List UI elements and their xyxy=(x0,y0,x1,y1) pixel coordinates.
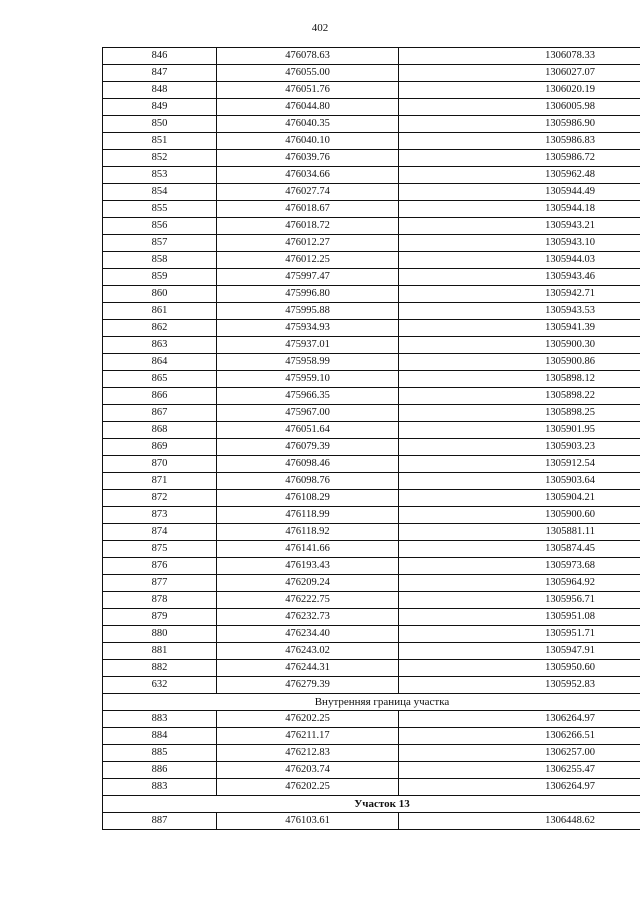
point-number: 873 xyxy=(103,507,217,524)
table-row xyxy=(103,422,640,439)
table-row xyxy=(103,320,640,337)
coordinate-y: 1305898.22 xyxy=(399,388,640,405)
point-number: 632 xyxy=(103,677,217,694)
coordinate-x: 476040.35 xyxy=(217,116,399,133)
point-number: 865 xyxy=(103,371,217,388)
table-row xyxy=(103,116,640,133)
point-number: 884 xyxy=(103,728,217,745)
table-row xyxy=(103,745,640,762)
point-number: 882 xyxy=(103,660,217,677)
coordinate-y: 1305947.91 xyxy=(399,643,640,660)
coordinate-x: 475997.47 xyxy=(217,269,399,286)
table-row xyxy=(103,609,640,626)
table-row xyxy=(103,473,640,490)
coordinate-y: 1305943.53 xyxy=(399,303,640,320)
coordinate-y: 1305964.92 xyxy=(399,575,640,592)
table-row xyxy=(103,728,640,745)
point-number: 849 xyxy=(103,99,217,116)
coordinate-x: 476202.25 xyxy=(217,711,399,728)
coordinate-x: 475996.80 xyxy=(217,286,399,303)
coordinate-x: 476078.63 xyxy=(217,48,399,65)
point-number: 883 xyxy=(103,779,217,796)
coordinate-x: 476098.46 xyxy=(217,456,399,473)
coordinate-x: 476118.99 xyxy=(217,507,399,524)
table-row xyxy=(103,48,640,65)
coordinate-x: 476212.83 xyxy=(217,745,399,762)
point-number: 850 xyxy=(103,116,217,133)
point-number: 876 xyxy=(103,558,217,575)
table-row xyxy=(103,218,640,235)
point-number: 875 xyxy=(103,541,217,558)
coordinate-x: 476222.75 xyxy=(217,592,399,609)
coordinate-y: 1305973.68 xyxy=(399,558,640,575)
table-row xyxy=(103,524,640,541)
table-row xyxy=(103,779,640,796)
coordinate-y: 1306266.51 xyxy=(399,728,640,745)
point-number: 861 xyxy=(103,303,217,320)
coordinate-y: 1305881.11 xyxy=(399,524,640,541)
table-row xyxy=(103,490,640,507)
coordinate-y: 1305900.30 xyxy=(399,337,640,354)
point-number: 878 xyxy=(103,592,217,609)
table-row xyxy=(103,133,640,150)
table-row xyxy=(103,252,640,269)
point-number: 846 xyxy=(103,48,217,65)
coordinate-y: 1306078.33 xyxy=(399,48,640,65)
point-number: 848 xyxy=(103,82,217,99)
point-number: 883 xyxy=(103,711,217,728)
coordinate-y: 1306448.62 xyxy=(399,813,640,830)
point-number: 860 xyxy=(103,286,217,303)
point-number: 856 xyxy=(103,218,217,235)
coordinate-x: 475966.35 xyxy=(217,388,399,405)
coordinate-y: 1305903.23 xyxy=(399,439,640,456)
coordinate-x: 476244.31 xyxy=(217,660,399,677)
table-row xyxy=(103,711,640,728)
coordinate-y: 1306257.00 xyxy=(399,745,640,762)
coordinate-y: 1306264.97 xyxy=(399,779,640,796)
coordinate-x: 475967.00 xyxy=(217,405,399,422)
coordinate-x: 476034.66 xyxy=(217,167,399,184)
coordinate-y: 1305900.60 xyxy=(399,507,640,524)
table-row xyxy=(103,167,640,184)
coordinate-x: 476012.25 xyxy=(217,252,399,269)
table-row xyxy=(103,813,640,830)
coordinate-y: 1305898.12 xyxy=(399,371,640,388)
coordinate-y: 1305951.08 xyxy=(399,609,640,626)
coordinate-y: 1305942.71 xyxy=(399,286,640,303)
coordinate-x: 475995.88 xyxy=(217,303,399,320)
table-row xyxy=(103,303,640,320)
coordinate-x: 476040.10 xyxy=(217,133,399,150)
page-number: 402 xyxy=(311,22,329,34)
coordinate-x: 476027.74 xyxy=(217,184,399,201)
table-row xyxy=(103,99,640,116)
section-inner-boundary xyxy=(103,694,640,711)
point-number: 879 xyxy=(103,609,217,626)
table-row xyxy=(103,65,640,82)
coordinate-x: 476203.74 xyxy=(217,762,399,779)
point-number: 872 xyxy=(103,490,217,507)
coordinate-x: 475934.93 xyxy=(217,320,399,337)
coordinate-x: 475958.99 xyxy=(217,354,399,371)
coordinate-y: 1305898.25 xyxy=(399,405,640,422)
coordinate-x: 476098.76 xyxy=(217,473,399,490)
coordinate-x: 476108.29 xyxy=(217,490,399,507)
point-number: 868 xyxy=(103,422,217,439)
coordinate-x: 476079.39 xyxy=(217,439,399,456)
coordinate-y: 1306264.97 xyxy=(399,711,640,728)
coordinate-x: 475937.01 xyxy=(217,337,399,354)
coordinate-x: 476232.73 xyxy=(217,609,399,626)
coordinate-x: 476018.67 xyxy=(217,201,399,218)
coordinate-y: 1305944.49 xyxy=(399,184,640,201)
table-row xyxy=(103,82,640,99)
coordinate-x: 476141.66 xyxy=(217,541,399,558)
point-number: 867 xyxy=(103,405,217,422)
point-number: 870 xyxy=(103,456,217,473)
table-row xyxy=(103,762,640,779)
section-title-plot: Участок 13 xyxy=(103,796,640,813)
table-row xyxy=(103,541,640,558)
coordinate-y: 1305951.71 xyxy=(399,626,640,643)
coordinate-x: 476039.76 xyxy=(217,150,399,167)
table-row xyxy=(103,558,640,575)
coordinate-x: 476051.76 xyxy=(217,82,399,99)
coordinate-y: 1305912.54 xyxy=(399,456,640,473)
table-row xyxy=(103,575,640,592)
point-number: 858 xyxy=(103,252,217,269)
table-row xyxy=(103,184,640,201)
point-number: 864 xyxy=(103,354,217,371)
point-number: 857 xyxy=(103,235,217,252)
coordinate-x: 476012.27 xyxy=(217,235,399,252)
table-row xyxy=(103,201,640,218)
table-row xyxy=(103,337,640,354)
table-row xyxy=(103,439,640,456)
coordinate-x: 476202.25 xyxy=(217,779,399,796)
coordinate-y: 1306020.19 xyxy=(399,82,640,99)
coordinate-x: 476051.64 xyxy=(217,422,399,439)
coordinate-x: 476209.24 xyxy=(217,575,399,592)
coordinate-y: 1305943.46 xyxy=(399,269,640,286)
coordinate-x: 476103.61 xyxy=(217,813,399,830)
coordinate-y: 1306255.47 xyxy=(399,762,640,779)
coordinate-y: 1305900.86 xyxy=(399,354,640,371)
point-number: 853 xyxy=(103,167,217,184)
coordinate-x: 476018.72 xyxy=(217,218,399,235)
point-number: 859 xyxy=(103,269,217,286)
coordinate-y: 1305952.83 xyxy=(399,677,640,694)
coordinate-y: 1305943.10 xyxy=(399,235,640,252)
table-row xyxy=(103,456,640,473)
table-row xyxy=(103,507,640,524)
coordinate-y: 1305944.18 xyxy=(399,201,640,218)
point-number: 847 xyxy=(103,65,217,82)
point-number: 862 xyxy=(103,320,217,337)
coordinate-x: 476044.80 xyxy=(217,99,399,116)
point-number: 855 xyxy=(103,201,217,218)
point-number: 869 xyxy=(103,439,217,456)
coordinate-y: 1306027.07 xyxy=(399,65,640,82)
table-row xyxy=(103,677,640,694)
table-row xyxy=(103,405,640,422)
section-row xyxy=(103,796,640,813)
section-title-inner-boundary: Внутренняя граница участка xyxy=(103,694,640,711)
coordinate-y: 1306005.98 xyxy=(399,99,640,116)
coordinate-y: 1305944.03 xyxy=(399,252,640,269)
section-plot-13 xyxy=(103,796,640,813)
point-number: 854 xyxy=(103,184,217,201)
point-number: 863 xyxy=(103,337,217,354)
table-row xyxy=(103,626,640,643)
table-row xyxy=(103,388,640,405)
coordinate-y: 1305874.45 xyxy=(399,541,640,558)
coordinate-y: 1305904.21 xyxy=(399,490,640,507)
point-number: 887 xyxy=(103,813,217,830)
point-number: 871 xyxy=(103,473,217,490)
coordinate-y: 1305956.71 xyxy=(399,592,640,609)
coordinate-y: 1305986.72 xyxy=(399,150,640,167)
table-row xyxy=(103,643,640,660)
coordinate-y: 1305901.95 xyxy=(399,422,640,439)
point-number: 877 xyxy=(103,575,217,592)
point-number: 851 xyxy=(103,133,217,150)
coordinate-x: 476118.92 xyxy=(217,524,399,541)
coordinate-x: 476193.43 xyxy=(217,558,399,575)
section-row xyxy=(103,694,640,711)
coordinate-y: 1305962.48 xyxy=(399,167,640,184)
coordinate-y: 1305986.83 xyxy=(399,133,640,150)
coordinate-x: 475959.10 xyxy=(217,371,399,388)
point-number: 852 xyxy=(103,150,217,167)
table-row xyxy=(103,354,640,371)
table-row xyxy=(103,286,640,303)
point-number: 866 xyxy=(103,388,217,405)
coordinate-x: 476211.17 xyxy=(217,728,399,745)
coordinate-y: 1305943.21 xyxy=(399,218,640,235)
point-number: 886 xyxy=(103,762,217,779)
table-row xyxy=(103,371,640,388)
point-number: 874 xyxy=(103,524,217,541)
coordinate-x: 476234.40 xyxy=(217,626,399,643)
coordinate-y: 1305941.39 xyxy=(399,320,640,337)
table-row xyxy=(103,660,640,677)
coordinate-x: 476243.02 xyxy=(217,643,399,660)
point-number: 881 xyxy=(103,643,217,660)
table-row xyxy=(103,150,640,167)
table-row xyxy=(103,269,640,286)
coordinates-group-inner xyxy=(103,711,640,796)
coordinate-y: 1305986.90 xyxy=(399,116,640,133)
point-number: 885 xyxy=(103,745,217,762)
coordinate-y: 1305903.64 xyxy=(399,473,640,490)
table-row xyxy=(103,235,640,252)
coordinate-x: 476279.39 xyxy=(217,677,399,694)
coordinates-group-outer xyxy=(103,48,640,694)
coordinates-group-plot-13 xyxy=(103,813,640,830)
coordinates-table xyxy=(102,47,640,830)
coordinate-x: 476055.00 xyxy=(217,65,399,82)
point-number: 880 xyxy=(103,626,217,643)
table-row xyxy=(103,592,640,609)
coordinate-y: 1305950.60 xyxy=(399,660,640,677)
